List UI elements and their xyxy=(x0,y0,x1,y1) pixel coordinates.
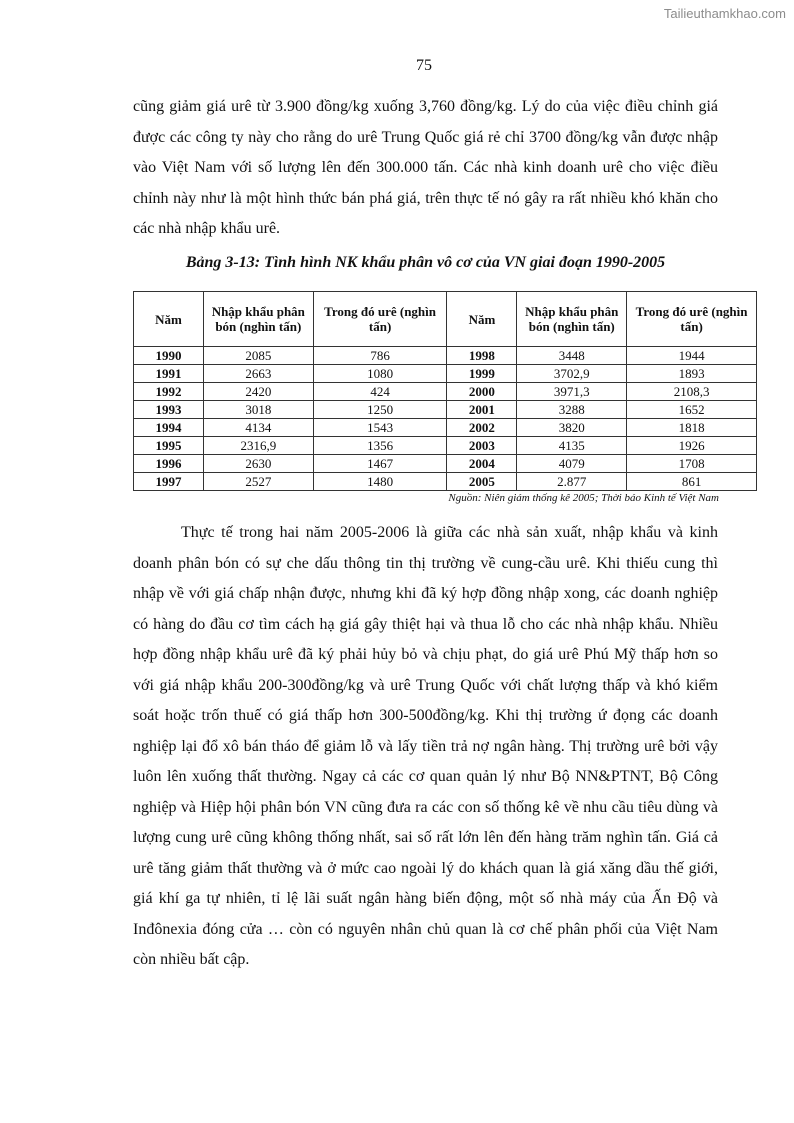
header-year: Năm xyxy=(447,292,517,347)
header-import: Nhập khẩu phân bón (nghìn tấn) xyxy=(203,292,313,347)
paragraph-1: cũng giảm giá urê từ 3.900 đồng/kg xuống 3,760 đồng/kg. Lý do của việc điều chỉnh giá được các công ty này cho rằng do urê Trung Quốc giá rẻ chỉ 3700 đồng/kg vẫn được nhập vào Việt Nam với số lượng lên đến 300.000 tấn. Các nhà kinh doanh urê cho việc điều chỉnh này như là một hình thức bán phá giá, trên thực tế nó gây ra rất nhiều khó khăn cho các nhà nhập khẩu urê. xyxy=(133,98,718,237)
year-cell: 1994 xyxy=(134,419,204,437)
import-cell: 2316,9 xyxy=(203,437,313,455)
urea-cell: 1926 xyxy=(627,437,757,455)
urea-cell: 1250 xyxy=(313,401,447,419)
urea-cell: 424 xyxy=(313,383,447,401)
urea-cell: 786 xyxy=(313,347,447,365)
year-cell: 1998 xyxy=(447,347,517,365)
year-cell: 1990 xyxy=(134,347,204,365)
import-cell: 3702,9 xyxy=(517,365,627,383)
import-cell: 3018 xyxy=(203,401,313,419)
import-cell: 4079 xyxy=(517,455,627,473)
import-cell: 3288 xyxy=(517,401,627,419)
import-cell: 4135 xyxy=(517,437,627,455)
import-cell: 2085 xyxy=(203,347,313,365)
header-urea: Trong đó urê (nghìn tấn) xyxy=(627,292,757,347)
import-cell: 2630 xyxy=(203,455,313,473)
urea-cell: 1080 xyxy=(313,365,447,383)
table-row xyxy=(134,401,757,419)
table-caption: Bảng 3-13: Tình hình NK khẩu phân vô cơ của VN giai đoạn 1990-2005 xyxy=(185,254,666,271)
urea-cell: 1818 xyxy=(627,419,757,437)
table-row xyxy=(134,383,757,401)
year-cell: 1997 xyxy=(134,473,204,491)
urea-cell: 1708 xyxy=(627,455,757,473)
year-cell: 1991 xyxy=(134,365,204,383)
urea-cell: 1543 xyxy=(313,419,447,437)
year-cell: 2005 xyxy=(447,473,517,491)
table-row xyxy=(134,365,757,383)
table-row xyxy=(134,419,757,437)
year-cell: 1999 xyxy=(447,365,517,383)
urea-cell: 1356 xyxy=(313,437,447,455)
import-cell: 3820 xyxy=(517,419,627,437)
header-urea: Trong đó urê (nghìn tấn) xyxy=(313,292,447,347)
year-cell: 1996 xyxy=(134,455,204,473)
import-table xyxy=(133,291,757,491)
year-cell: 1993 xyxy=(134,401,204,419)
year-cell: 2001 xyxy=(447,401,517,419)
table-row xyxy=(134,455,757,473)
year-cell: 2002 xyxy=(447,419,517,437)
header-import: Nhập khẩu phân bón (nghìn tấn) xyxy=(517,292,627,347)
import-cell: 2663 xyxy=(203,365,313,383)
import-cell: 2527 xyxy=(203,473,313,491)
import-cell: 3448 xyxy=(517,347,627,365)
year-cell: 2003 xyxy=(447,437,517,455)
table-row xyxy=(134,437,757,455)
table-header-row xyxy=(134,292,757,347)
table-row xyxy=(134,347,757,365)
table-row xyxy=(134,473,757,491)
import-cell: 2.877 xyxy=(517,473,627,491)
header-year: Năm xyxy=(134,292,204,347)
urea-cell: 1652 xyxy=(627,401,757,419)
urea-cell: 1944 xyxy=(627,347,757,365)
urea-cell: 2108,3 xyxy=(627,383,757,401)
year-cell: 2004 xyxy=(447,455,517,473)
urea-cell: 861 xyxy=(627,473,757,491)
year-cell: 1992 xyxy=(134,383,204,401)
urea-cell: 1480 xyxy=(313,473,447,491)
import-cell: 3971,3 xyxy=(517,383,627,401)
urea-cell: 1467 xyxy=(313,455,447,473)
import-cell: 4134 xyxy=(203,419,313,437)
urea-cell: 1893 xyxy=(627,365,757,383)
page-number: 75 xyxy=(416,57,432,74)
watermark: Tailieuthamkhao.com xyxy=(663,6,786,21)
source-note: Nguồn: Niên giám thống kê 2005; Thời báo Kinh tế Việt Nam xyxy=(448,492,719,504)
year-cell: 1995 xyxy=(134,437,204,455)
import-cell: 2420 xyxy=(203,383,313,401)
paragraph-2: Thực tế trong hai năm 2005-2006 là giữa các nhà sản xuất, nhập khẩu và kinh doanh phân bón có sự che dấu thông tin thị trường về cung-cầu urê. Khi thiếu cung thì nhập về với giá chấp nhận được, nhưng khi đã ký hợp đồng nhập xong, các doanh nghiệp có hàng do đầu cơ tìm cách hạ giá gây thiệt hại và thua lỗ cho các nhà nhập khẩu. Nhiều hợp đồng nhập khẩu urê đã ký phải hủy bỏ và chịu phạt, do giá urê Phú Mỹ thấp hơn so với giá nhập khẩu 200-300đồng/kg và urê Trung Quốc với chất lượng thấp và khó kiểm soát hoặc trốn thuế có giá thấp hơn 300-500đồng/kg. Khi thị trường ứ đọng các doanh nghiệp lại đổ xô bán tháo để giảm lỗ và lấy tiền trả nợ ngân hàng. Thị trường urê bởi vậy luôn lên xuống thất thường. Ngay cả các cơ quan quản lý như Bộ NN&PTNT, Bộ Công nghiệp và Hiệp hội phân bón VN cũng đưa ra các con số thống kê về nhu cầu tiêu dùng và lượng cung urê cũng không thống nhất, sai số rất lớn lên đến hàng trăm nghìn tấn. Giá cả urê tăng giảm thất thường và ở mức cao ngoài lý do khách quan là giá xăng dầu thế giới, giá khí ga tự nhiên, tỉ lệ lãi suất ngân hàng biến động, một số nhà máy của Ấn Độ và Inđônexia đóng cửa … còn có nguyên nhân chủ quan là cơ chế phân phối của Việt Nam còn nhiều bất cập. xyxy=(133,524,718,968)
year-cell: 2000 xyxy=(447,383,517,401)
